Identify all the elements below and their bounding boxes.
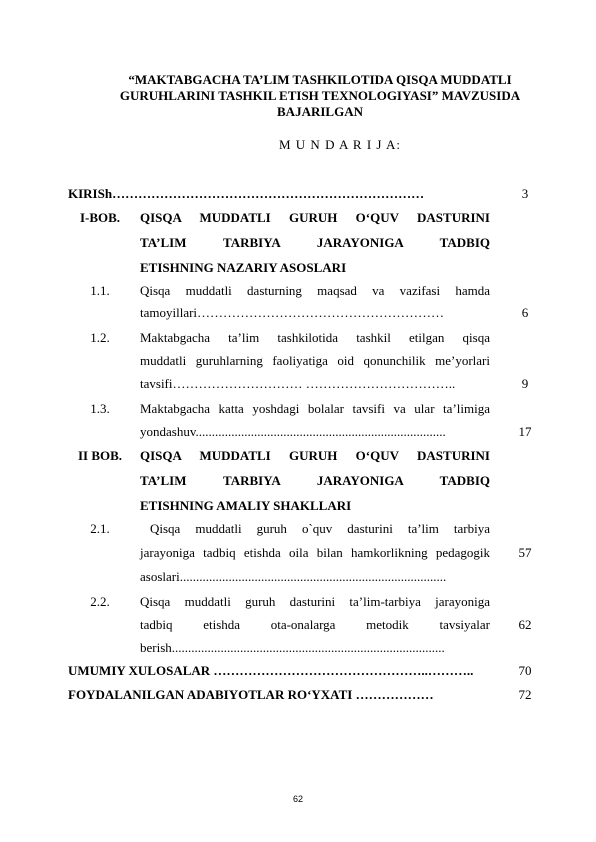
toc-page-number: 70	[518, 663, 532, 678]
toc-page-number: 3	[521, 186, 529, 201]
toc-entry-text: FOYDALANILGAN ADABIYOTLAR RO‘YXATI ………………	[68, 687, 434, 702]
toc-line: yondashuv.............................................................................	[140, 424, 446, 439]
toc-section-number: 1.2.	[90, 330, 110, 345]
toc-line: ETISHNING AMALIY SHAKLLARI	[140, 498, 352, 513]
toc-line: asoslari..................................................................................	[140, 569, 447, 584]
toc-line: berish....................................................................................	[140, 640, 445, 655]
toc-entry-text: KIRISh………………………………………………………………	[68, 186, 425, 201]
toc-page-number: 17	[518, 424, 532, 439]
toc-line: QISQA MUDDATLI GURUH O‘QUV DASTURINI	[140, 448, 490, 463]
toc-chapter-number: II BOB.	[77, 448, 123, 463]
toc-line: jarayoniga tadbiq etishda oila bilan hamkorlikning pedagogik	[140, 545, 490, 560]
contents-heading: M U N D A R I J A:	[278, 137, 402, 152]
toc-section-number: 1.1.	[90, 283, 110, 298]
toc-line: TA’LIM TARBIYA JARAYONIGA TADBIQ	[140, 235, 490, 250]
toc-line: ETISHNING NAZARIY ASOSLARI	[140, 260, 347, 275]
toc-line: Maktabgacha ta’lim tashkilotida tashkil etilgan qisqa	[140, 330, 490, 345]
page-number: 62	[292, 794, 303, 804]
toc-line: Qisqa muddatli guruh o`quv dasturini ta’lim tarbiya	[150, 521, 490, 536]
toc-line: TA’LIM TARBIYA JARAYONIGA TADBIQ	[140, 473, 490, 488]
toc-entry-text: UMUMIY XULOSALAR …………………………………………..………..	[68, 663, 474, 678]
document-title: “MAKTABGACHA TA’LIM TASHKILOTIDA QISQA MUDDATLI GURUHLARINI TASHKIL ETISH TEXNOLOGIYASI” MAVZUSIDA BAJARILGAN	[119, 72, 521, 119]
toc-line: tavsifi………………………… ……………………………..	[140, 376, 456, 391]
toc-line: QISQA MUDDATLI GURUH O‘QUV DASTURINI	[140, 210, 490, 225]
toc-page-number: 6	[521, 305, 529, 320]
toc-page-number: 57	[518, 545, 532, 560]
toc-line: tadbiq etishda ota-onalarga metodik tavsiyalar	[140, 617, 490, 632]
toc-section-number: 1.3.	[90, 401, 110, 416]
toc-line: muddatli guruhlarning faoliyatiga oid qonunchilik me’yorlari	[140, 353, 490, 368]
toc-section-number: 2.1.	[90, 521, 110, 536]
toc-line: tamoyillari…………………………………………………	[140, 305, 445, 320]
toc-line: Qisqa muddatli guruh dasturini ta’lim-tarbiya jarayoniga	[140, 594, 490, 609]
toc-page-number: 72	[518, 687, 532, 702]
toc-line: Maktabgacha katta yoshdagi bolalar tavsifi va ular ta’limiga	[140, 401, 490, 416]
toc-page-number: 9	[521, 376, 529, 391]
toc-chapter-number: I-BOB.	[79, 210, 121, 225]
toc-section-number: 2.2.	[90, 594, 110, 609]
toc-line: Qisqa muddatli dasturning maqsad va vazifasi hamda	[140, 283, 490, 298]
toc-page-number: 62	[518, 617, 532, 632]
